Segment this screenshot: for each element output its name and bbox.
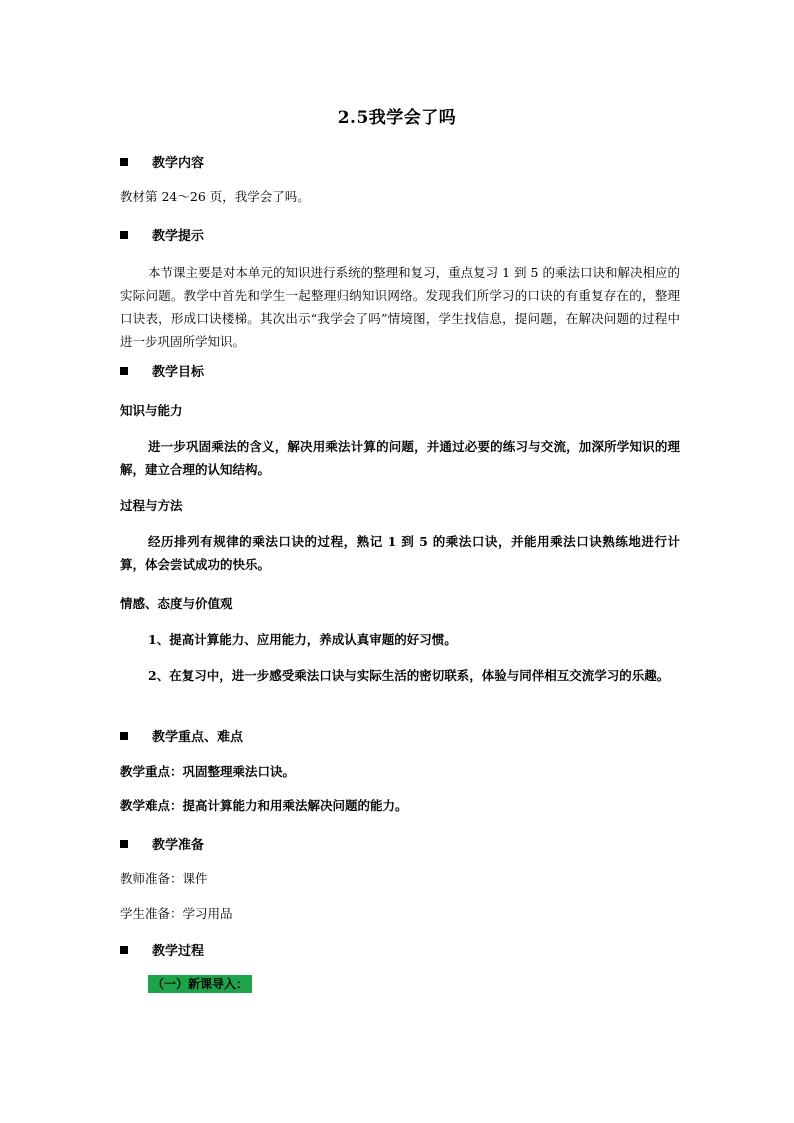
- square-bullet-icon: [120, 367, 128, 375]
- emotion-subtitle: 情感、态度与价值观: [120, 596, 233, 611]
- section-heading-hint: [120, 225, 204, 244]
- square-bullet-icon: [120, 231, 128, 239]
- hint-paragraph: 本节课主要是对本单元的知识进行系统的整理和复习，重点复习 1 到 5 的乘法口诀和解决相应的实际问题。教学中首先和学生一起整理归纳知识网络。发现我们所学习的口诀的有重复存在的，整理口诀表，形成口诀楼梯。其次出示“我学会了吗”情境图，学生找信息，提问题，在解决问题的过程中进一步巩固所学知识。: [120, 265, 680, 349]
- section-heading-goals: [120, 361, 204, 380]
- emotion-item-2: 2、在复习中，进一步感受乘法口诀与实际生活的密切联系，体验与同伴相互交流学习的乐趣。: [148, 668, 670, 683]
- stage-label-intro: （一）新课导入：: [148, 975, 252, 993]
- heading-text: 教学目标: [152, 365, 205, 380]
- square-bullet-icon: [120, 732, 128, 740]
- heading-text: 教学过程: [152, 944, 205, 959]
- key-point-text: 教学重点：巩固整理乘法口诀。: [120, 764, 296, 779]
- teacher-prep-text: 教师准备：课件: [120, 871, 208, 886]
- section-heading-prep: [120, 834, 204, 853]
- square-bullet-icon: [120, 158, 128, 166]
- heading-text: 教学准备: [152, 838, 205, 853]
- section-heading-content: [120, 152, 204, 171]
- heading-text: 教学内容: [152, 156, 205, 171]
- difficult-point-text: 教学难点：提高计算能力和用乘法解决问题的能力。: [120, 798, 408, 813]
- process-paragraph: 经历排列有规律的乘法口诀的过程，熟记 1 到 5 的乘法口诀，并能用乘法口诀熟练地进行计算，体会尝试成功的快乐。: [120, 534, 680, 572]
- section-heading-procedure: [120, 940, 204, 959]
- heading-text: 教学提示: [152, 229, 205, 244]
- square-bullet-icon: [120, 840, 128, 848]
- knowledge-paragraph: 进一步巩固乘法的含义，解决用乘法计算的问题，并通过必要的练习与交流，加深所学知识的理解，建立合理的认知结构。: [120, 439, 680, 477]
- process-subtitle: 过程与方法: [120, 498, 183, 513]
- square-bullet-icon: [120, 946, 128, 954]
- emotion-item-1: 1、提高计算能力、应用能力，养成认真审题的好习惯。: [148, 632, 457, 647]
- page-title: 2.5我学会了吗: [337, 108, 457, 128]
- heading-text: 教学重点、难点: [152, 730, 244, 745]
- student-prep-text: 学生准备：学习用品: [120, 906, 233, 921]
- knowledge-subtitle: 知识与能力: [120, 403, 183, 418]
- section-heading-key-points: [120, 726, 243, 745]
- content-text: 教材第 24～26 页，我学会了吗。: [120, 189, 310, 204]
